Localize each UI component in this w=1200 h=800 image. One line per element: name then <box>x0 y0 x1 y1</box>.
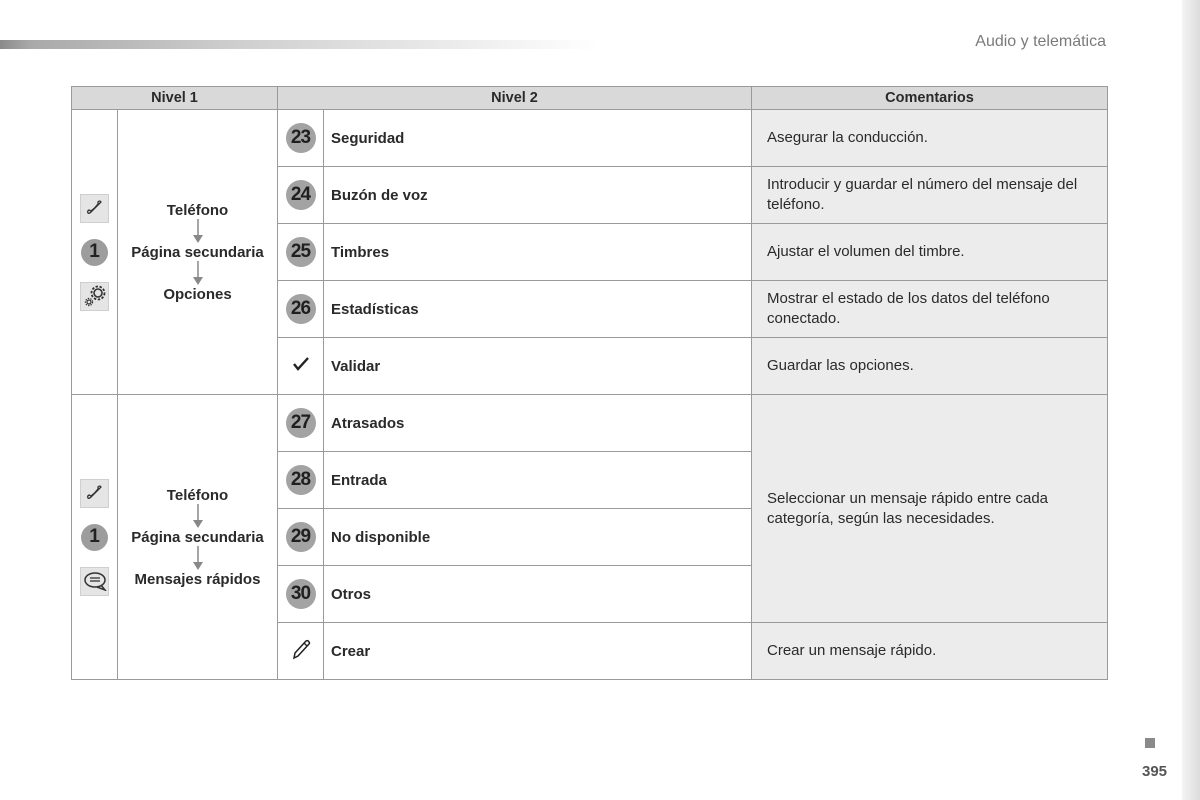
level1-icons-cell <box>72 395 118 680</box>
option-label: Estadísticas <box>324 281 752 338</box>
option-label: No disponible <box>324 509 752 566</box>
page-number: 395 <box>1142 763 1168 780</box>
checkmark-icon <box>293 357 309 371</box>
number-cell <box>278 110 324 167</box>
chat-message-icon <box>80 567 109 596</box>
level1-icons-cell <box>72 110 118 395</box>
header-comentarios: Comentarios <box>752 87 1108 110</box>
number-cell <box>278 338 324 395</box>
option-comment: Asegurar la conducción. <box>752 110 1108 167</box>
path-pagina-secundaria: Página secundaria <box>131 243 264 261</box>
path-telefono: Teléfono <box>166 201 229 219</box>
option-label: Seguridad <box>324 110 752 167</box>
section-title: Audio y telemática <box>975 33 1106 50</box>
table-row <box>72 395 1108 452</box>
table-header-row <box>72 87 1108 110</box>
option-label: Validar <box>324 338 752 395</box>
number-cell <box>278 452 324 509</box>
option-comment: Guardar las opciones. <box>752 338 1108 395</box>
number-badge: 26 <box>286 294 316 324</box>
phone-icon <box>80 479 109 508</box>
number-cell <box>278 224 324 281</box>
phone-icon <box>80 194 109 223</box>
path-mensajes-rapidos: Mensajes rápidos <box>134 570 261 588</box>
option-label: Buzón de voz <box>324 167 752 224</box>
option-label: Atrasados <box>324 395 752 452</box>
number-badge: 28 <box>286 465 316 495</box>
page-marker <box>1145 738 1155 748</box>
option-label: Crear <box>324 623 752 680</box>
number-cell <box>278 509 324 566</box>
number-badge: 29 <box>286 522 316 552</box>
arrow-down-icon <box>191 261 205 286</box>
number-cell <box>278 395 324 452</box>
arrow-down-icon <box>191 546 205 571</box>
level1-path-cell <box>118 110 278 395</box>
number-badge: 27 <box>286 408 316 438</box>
header-nivel-1: Nivel 1 <box>72 87 278 110</box>
option-label: Otros <box>324 566 752 623</box>
option-comment: Mostrar el estado de los datos del teléfono conectado. <box>752 281 1108 338</box>
number-cell <box>278 623 324 680</box>
header-nivel-2: Nivel 2 <box>278 87 752 110</box>
arrow-down-icon <box>191 219 205 244</box>
path-telefono: Teléfono <box>166 486 229 504</box>
settings-table <box>71 86 1108 680</box>
option-label: Entrada <box>324 452 752 509</box>
settings-gear-icon <box>80 282 109 311</box>
number-1-badge: 1 <box>81 524 108 551</box>
option-comment: Ajustar el volumen del timbre. <box>752 224 1108 281</box>
pencil-icon <box>290 638 312 660</box>
option-label: Timbres <box>324 224 752 281</box>
number-cell <box>278 281 324 338</box>
number-badge: 23 <box>286 123 316 153</box>
number-cell <box>278 566 324 623</box>
number-badge: 30 <box>286 579 316 609</box>
header-gradient-bar <box>0 40 600 49</box>
path-pagina-secundaria: Página secundaria <box>131 528 264 546</box>
number-cell <box>278 167 324 224</box>
level1-path-cell <box>118 395 278 680</box>
number-1-badge: 1 <box>81 239 108 266</box>
table-row <box>72 110 1108 167</box>
option-comment: Introducir y guardar el número del mensaje del teléfono. <box>752 167 1108 224</box>
page-edge-strip <box>1182 0 1200 800</box>
path-opciones: Opciones <box>163 285 232 303</box>
shared-comment: Seleccionar un mensaje rápido entre cada categoría, según las necesidades. <box>752 395 1108 623</box>
number-badge: 25 <box>286 237 316 267</box>
option-comment: Crear un mensaje rápido. <box>752 623 1108 680</box>
arrow-down-icon <box>191 504 205 529</box>
number-badge: 24 <box>286 180 316 210</box>
